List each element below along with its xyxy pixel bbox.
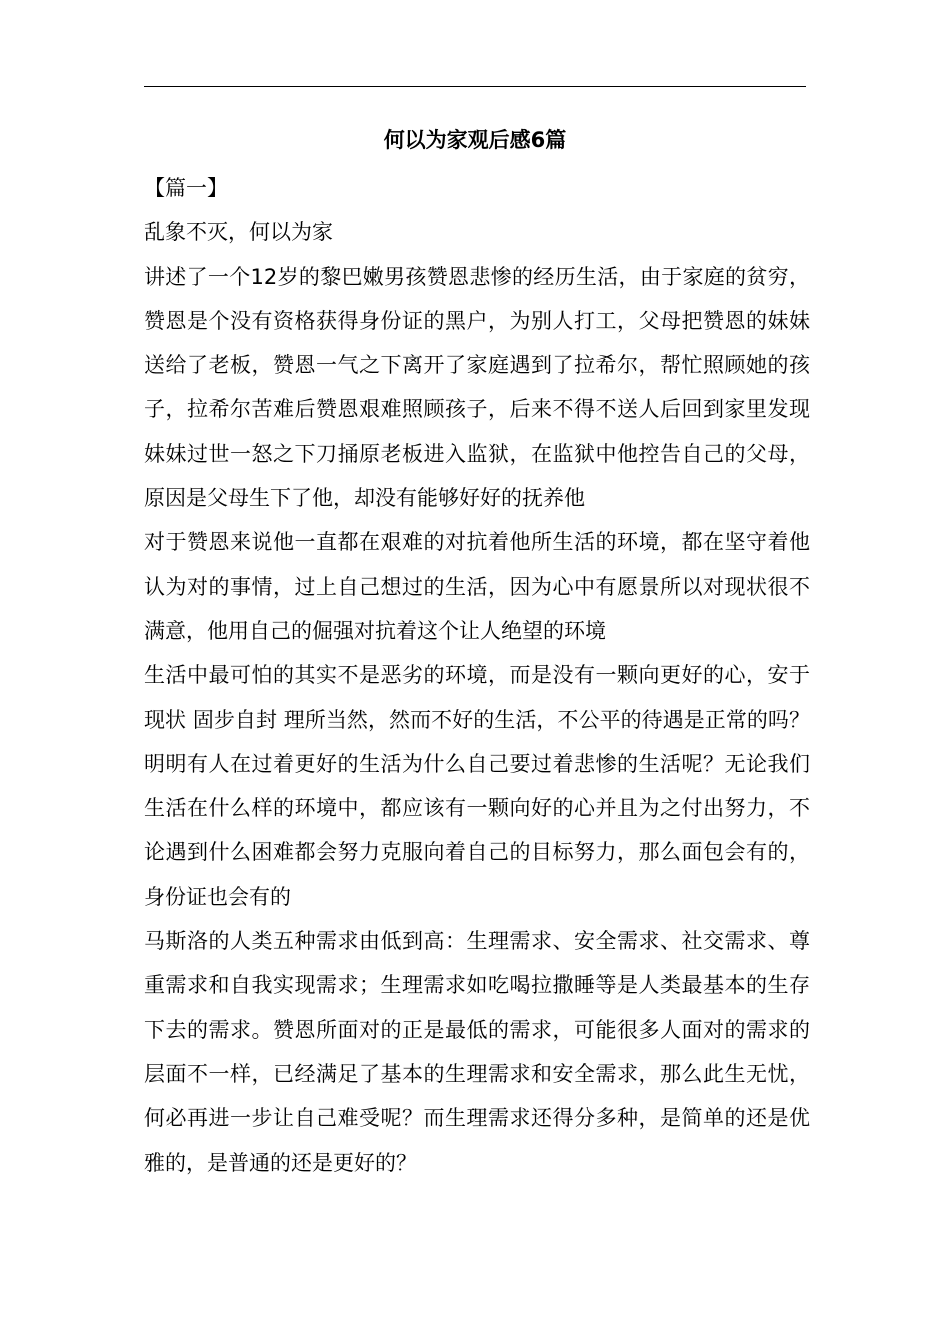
paragraph: 生活中最可怕的其实不是恶劣的环境，而是没有一颗向更好的心，安于现状 固步自封 理所当然，然而不好的生活，不公平的待遇是正常的吗？明明有人在过着更好的生活为什么自己要过着悲惨的生活呢？无论我们生活在什么样的环境中，都应该有一颗向好的心并且为之付出努力，不论遇到什么困难都会努力克服向着自己的目标努力，那么面包会有的，身份证也会有的 — [144, 663, 810, 909]
document-body — [144, 166, 810, 1185]
paragraph: 马斯洛的人类五种需求由低到高：生理需求、安全需求、社交需求、尊重需求和自我实现需求；生理需求如吃喝拉撒睡等是人类最基本的生存下去的需求。赞恩所面对的正是最低的需求，可能很多人面对的需求的层面不一样，已经满足了基本的生理需求和安全需求，那么此生无忧，何必再进一步让自己难受呢？而生理需求还得分多种，是简单的还是优雅的，是普通的还是更好的？ — [144, 929, 810, 1175]
section-label: 【篇一】 — [144, 176, 228, 200]
paragraph: 对于赞恩来说他一直都在艰难的对抗着他所生活的环境，都在坚守着他认为对的事情，过上自己想过的生活，因为心中有愿景所以对现状很不满意，他用自己的倔强对抗着这个让人绝望的环境 — [144, 530, 810, 643]
document-title: 何以为家观后感6篇 — [383, 128, 567, 152]
paragraph: 讲述了一个12岁的黎巴嫩男孩赞恩悲惨的经历生活，由于家庭的贫穷，赞恩是个没有资格获得身份证的黑户，为别人打工，父母把赞恩的妹妹送给了老板，赞恩一气之下离开了家庭遇到了拉希尔，帮忙照顾她的孩子，拉希尔苦难后赞恩艰难照顾孩子，后来不得不送人后回到家里发现妹妹过世一怒之下刀捅原老板进入监狱，在监狱中他控告自己的父母，原因是父母生下了他，却没有能够好好的抚养他 — [144, 264, 810, 511]
paragraph-subtitle: 乱象不灭，何以为家 — [144, 220, 333, 245]
header-rule — [144, 86, 806, 87]
